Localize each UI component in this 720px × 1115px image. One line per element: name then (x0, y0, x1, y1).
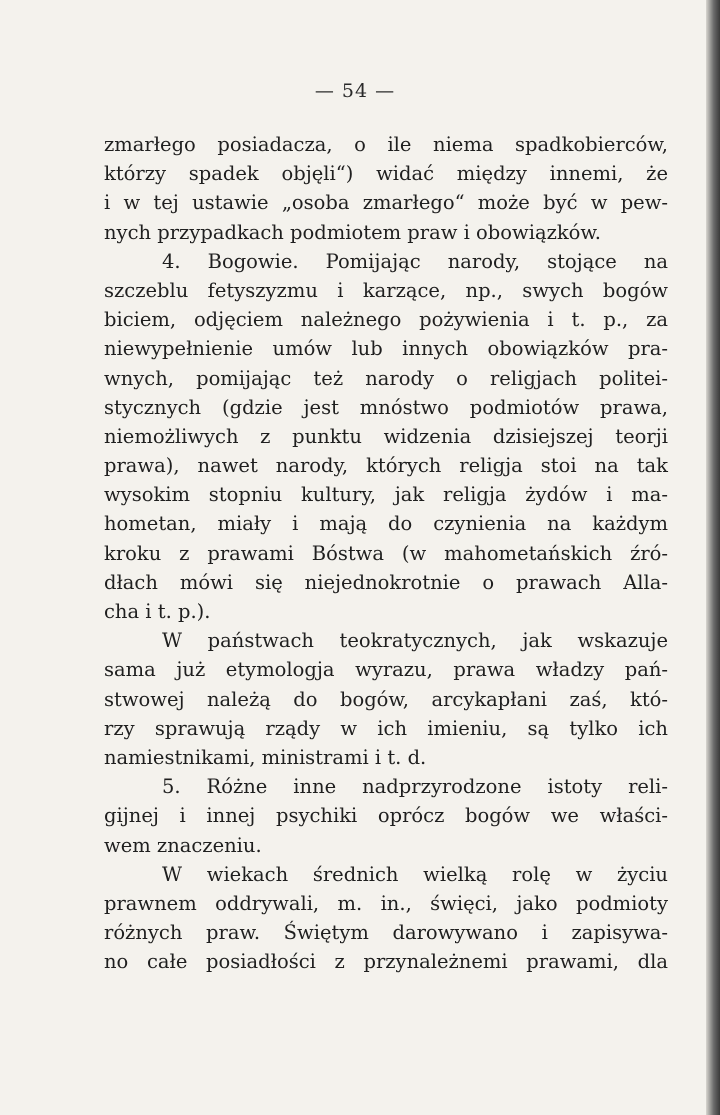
text-line: i w tej ustawie „osoba zmarłego“ może być w pew- (104, 191, 668, 215)
text-line: różnych praw. Świętym darowywano i zapisywa- (104, 921, 668, 945)
text-line: niemożliwych z punktu widzenia dzisiejszej teorji (104, 424, 668, 448)
text-line: stycznych (gdzie jest mnóstwo podmiotów prawa, (104, 395, 668, 419)
text-line: dłach mówi się niejednokrotnie o prawach Alla- (104, 570, 668, 594)
text-line: prawnem oddrywali, m. in., święci, jako podmioty (104, 891, 668, 915)
text-line: stwowej należą do bogów, arcykapłani zaś, któ- (104, 687, 668, 711)
text-line: 5. Różne inne nadprzyrodzone istoty reli- (162, 775, 668, 799)
page-edge-shadow (706, 0, 720, 1115)
body-text (104, 130, 668, 976)
text-line: nych przypadkach podmiotem praw i obowiązków. (104, 220, 601, 244)
text-line: gijnej i innej psychiki oprócz bogów we właści- (104, 804, 668, 828)
text-line: prawa), nawet narody, których religja stoi na tak (104, 454, 668, 478)
text-line: wysokim stopniu kultury, jak religja żydów i ma- (104, 483, 668, 507)
text-line: namiestnikami, ministrami i t. d. (104, 745, 427, 769)
text-line: wnych, pomijając też narody o religjach politei- (104, 366, 668, 390)
text-line: niewypełnienie umów lub innych obowiązków pra- (104, 337, 668, 361)
page-number: — 54 — (314, 80, 396, 102)
text-line: cha i t. p.). (104, 600, 211, 623)
text-line: wem znaczeniu. (104, 833, 262, 857)
text-line: W państwach teokratycznych, jak wskazuje (162, 629, 668, 653)
text-line: hometan, miały i mają do czynienia na każdym (104, 512, 668, 536)
text-line: szczeblu fetyszyzmu i karzące, np., swych bogów (104, 278, 668, 302)
text-line: biciem, odjęciem należnego pożywienia i t. p., za (104, 308, 668, 332)
text-line: kroku z prawami Bóstwa (w mahometańskich źró- (104, 541, 668, 565)
text-line: którzy spadek objęli“) widać między innemi, że (104, 162, 668, 186)
text-line: 4. Bogowie. Pomijając narody, stojące na (162, 249, 668, 273)
text-line: W wiekach średnich wielką rolę w życiu (162, 862, 668, 886)
text-line: sama już etymologja wyrazu, prawa władzy pań- (104, 658, 668, 682)
text-line: zmarłego posiadacza, o ile niema spadkobierców, (104, 133, 668, 156)
text-line: rzy sprawują rządy w ich imieniu, są tylko ich (104, 716, 668, 740)
text-line: no całe posiadłości z przynależnemi prawami, dla (104, 950, 668, 974)
